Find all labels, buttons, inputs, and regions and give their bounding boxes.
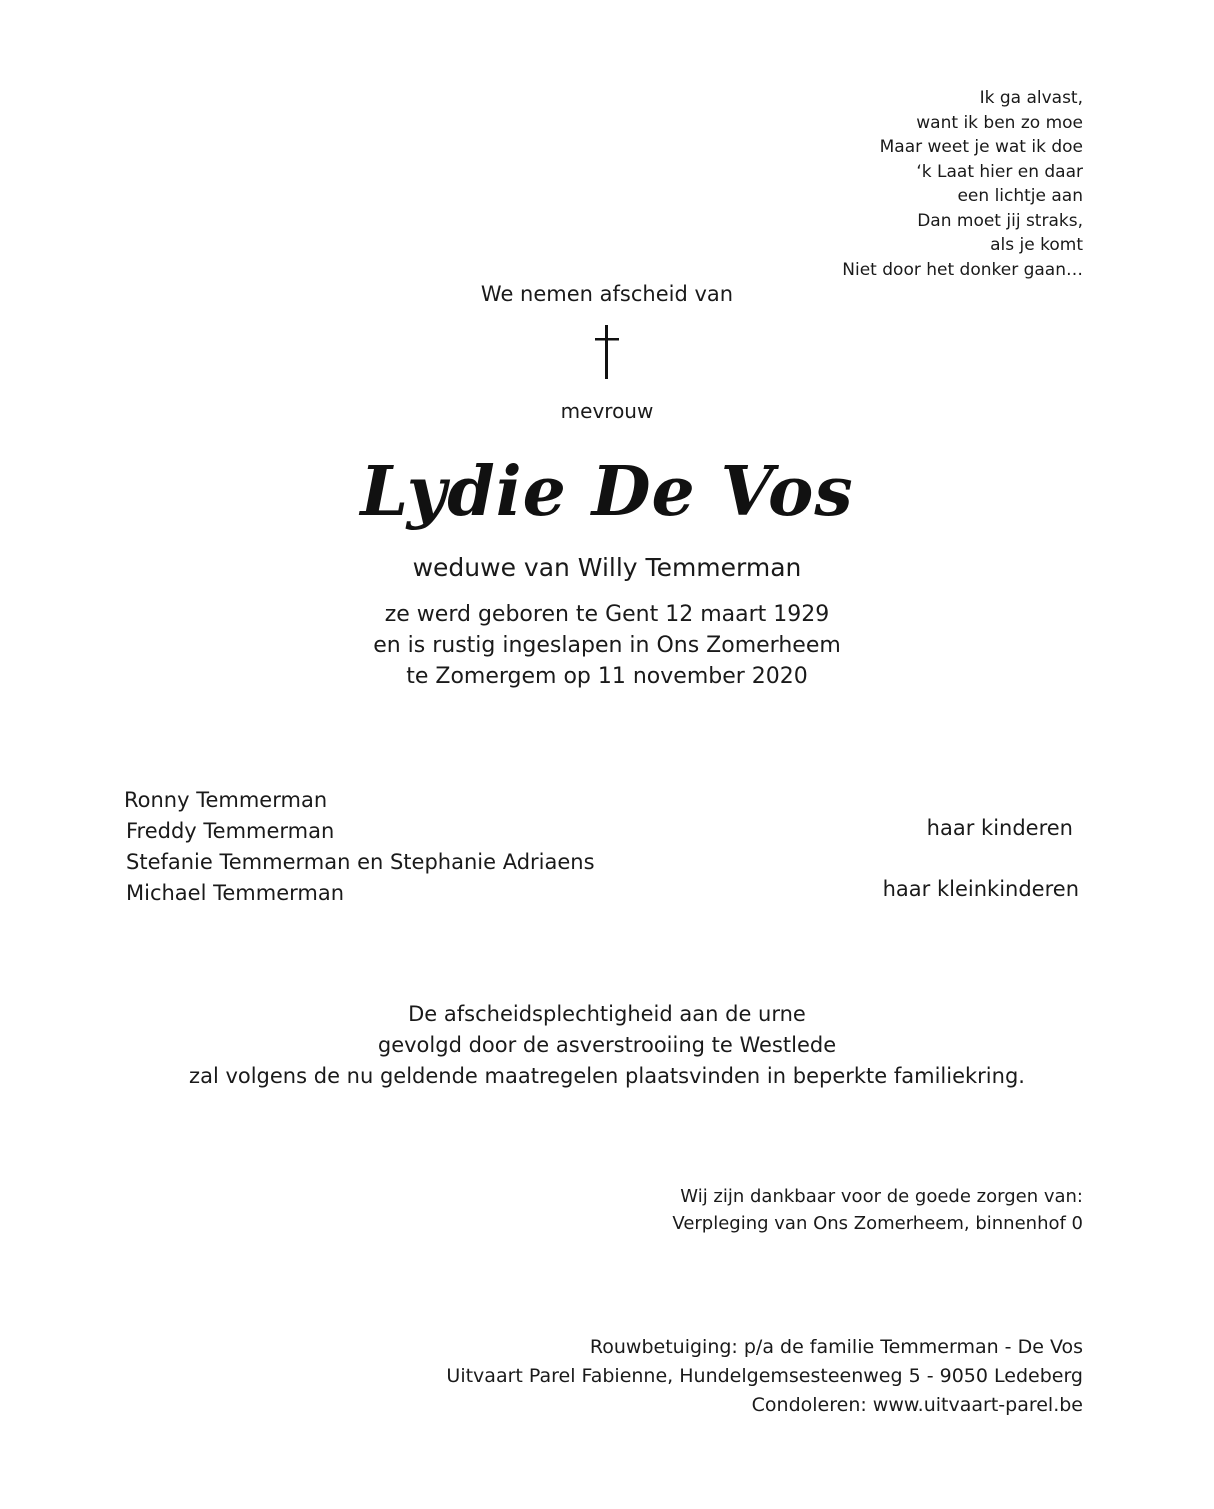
poem-line: want ik ben zo moe (916, 112, 1083, 133)
poem-line: ‘k Laat hier en daar (916, 161, 1083, 182)
ceremony-info (0, 999, 1214, 1092)
ceremony-line: De afscheidsplechtigheid aan de urne (408, 1002, 806, 1026)
deceased-name: Lydie De Vos (360, 452, 854, 532)
relation-grandchildren: haar kleinkinderen (882, 877, 1079, 901)
intro-text: We nemen afscheid van (480, 282, 734, 306)
family-member: Ronny Temmerman (124, 788, 328, 812)
bio-line: ze werd geboren te Gent 12 maart 1929 (384, 602, 830, 627)
cross-icon (589, 325, 625, 379)
condolence-website[interactable]: Condoleren: www.uitvaart-parel.be (751, 1394, 1083, 1416)
poem-line: Ik ga alvast, (979, 88, 1083, 108)
poem-line: Niet door het donker gaan… (842, 259, 1083, 280)
family-member: Michael Temmerman (126, 881, 345, 905)
family-member: Stefanie Temmerman en Stephanie Adriaens (126, 850, 595, 874)
ceremony-line: gevolgd door de asverstrooiing te Westlede (377, 1033, 837, 1057)
poem-line: als je komt (990, 235, 1083, 255)
poem-line: Maar weet je wat ik doe (879, 137, 1083, 157)
funeral-home: Uitvaart Parel Fabienne, Hundelgemsesteenweg 5 - 9050 Ledeberg (446, 1365, 1083, 1387)
poem-line: een lichtje aan (957, 186, 1083, 206)
bio (0, 599, 1214, 692)
bio-line: en is rustig ingeslapen in Ons Zomerheem (373, 633, 841, 658)
family-list (124, 785, 595, 909)
ceremony-line: zal volgens de nu geldende maatregelen plaatsvinden in beperkte familiekring. (189, 1064, 1025, 1088)
thanks-line: Verpleging van Ons Zomerheem, binnenhof 0 (672, 1213, 1083, 1234)
contact-info (446, 1333, 1083, 1420)
honorific: mevrouw (560, 399, 654, 423)
bio-line: te Zomergem op 11 november 2020 (406, 664, 808, 689)
poem (842, 86, 1083, 282)
thanks-note (672, 1183, 1083, 1237)
relation-children: haar kinderen (926, 816, 1073, 840)
family-member: Freddy Temmerman (126, 819, 335, 843)
thanks-line: Wij zijn dankbaar voor de goede zorgen van: (680, 1186, 1083, 1207)
spouse-line: weduwe van Willy Temmerman (412, 553, 802, 582)
poem-line: Dan moet jij straks, (917, 210, 1083, 231)
condolence-address: Rouwbetuiging: p/a de familie Temmerman - De Vos (589, 1336, 1083, 1358)
